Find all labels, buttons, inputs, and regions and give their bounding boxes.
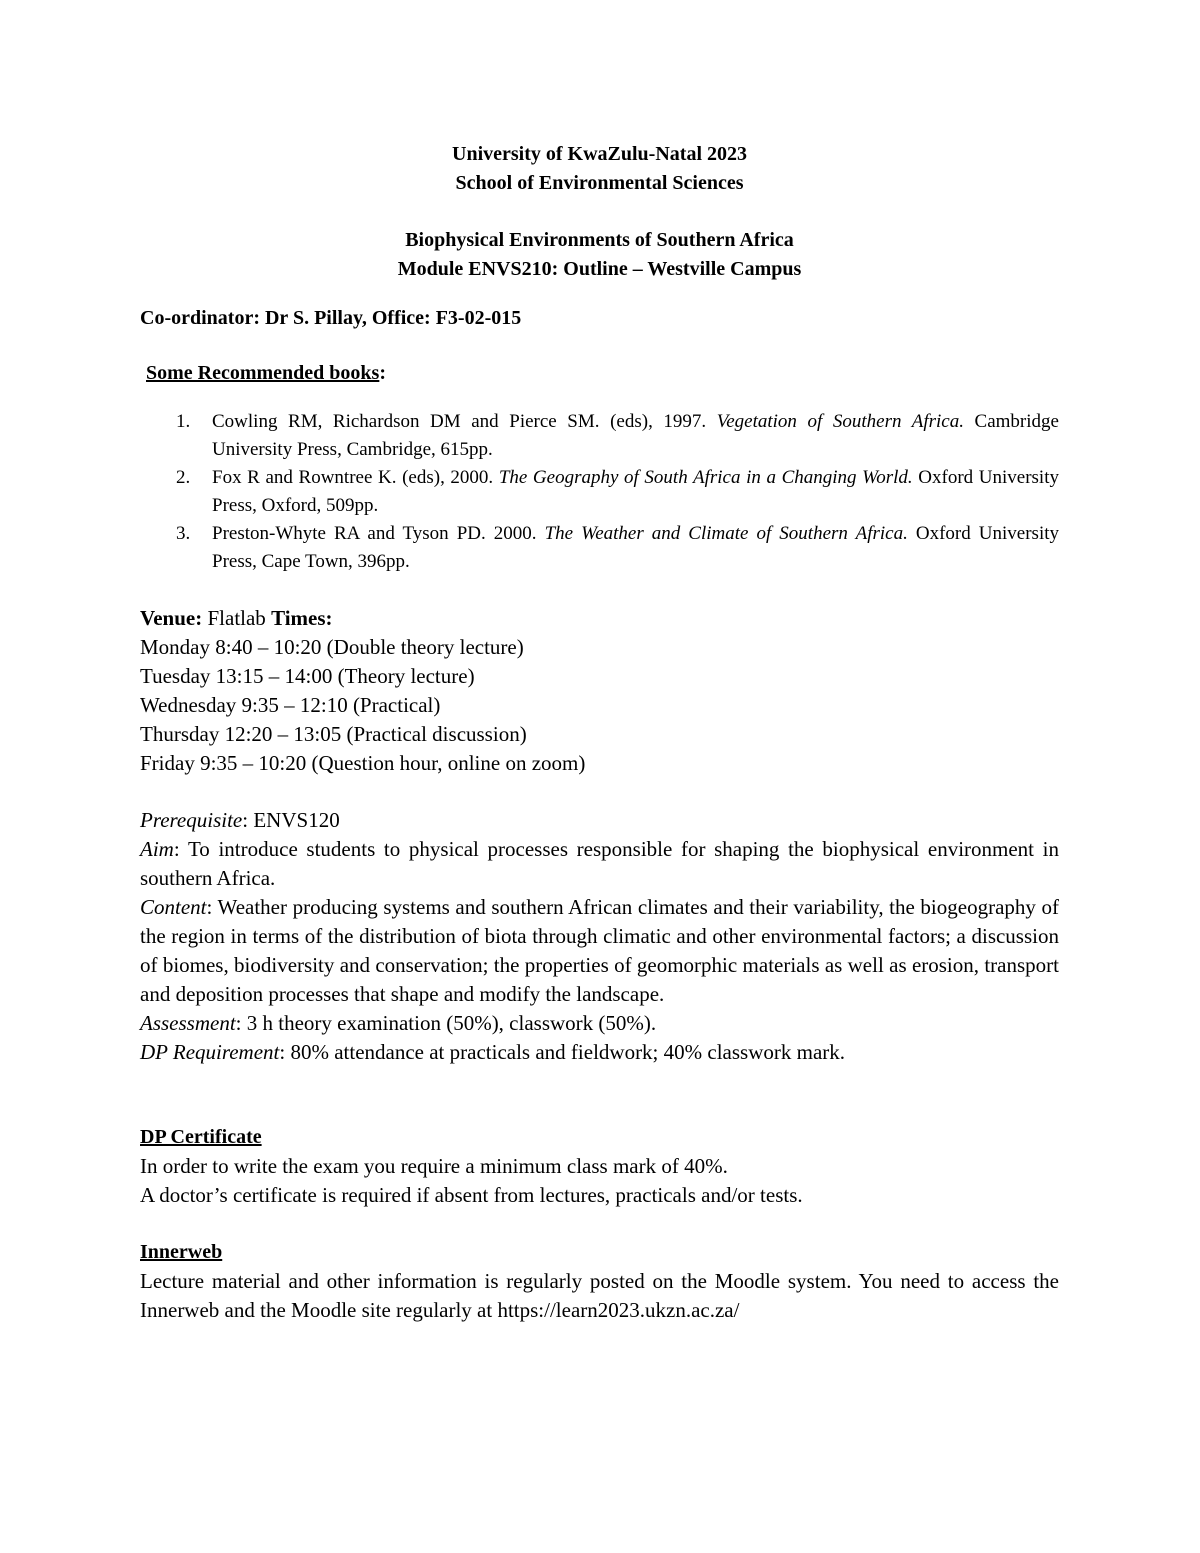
dp-certificate-heading: DP Certificate: [140, 1126, 262, 1148]
book-number: 2.: [176, 467, 191, 488]
module-code-line: Module ENVS210: Outline – Westville Campus: [397, 258, 802, 280]
book-item: [140, 520, 1059, 576]
content-label: Content: [140, 895, 207, 919]
dp-certificate-line-1: In order to write the exam you require a minimum class mark of 40%.: [140, 1154, 728, 1178]
schedule-item: Thursday 12:20 – 13:05 (Practical discussion): [140, 722, 527, 746]
book-title: Vegetation of Southern Africa.: [716, 411, 964, 432]
prerequisite-line: [140, 806, 1059, 835]
dp-requirement-value: : 80% attendance at practicals and fieldwork; 40% classwork mark.: [279, 1040, 846, 1064]
innerweb-paragraph: Lecture material and other information is regularly posted on the Moodle system. You need to access the Innerweb and the Moodle site regularly at https://learn2023.ukzn.ac.za/: [140, 1269, 1059, 1322]
book-publisher: Cambridge University Press, Cambridge, 615pp.: [212, 411, 1059, 460]
module-details: [140, 806, 1059, 1067]
book-item: [140, 408, 1059, 464]
book-item: [140, 464, 1059, 520]
venue-value: Flatlab: [202, 606, 272, 630]
book-publisher: Oxford University Press, Oxford, 509pp.: [212, 467, 1059, 516]
dp-certificate-line-2: A doctor’s certificate is required if absent from lectures, practicals and/or tests.: [140, 1183, 803, 1207]
book-authors: Preston-Whyte RA and Tyson PD. 2000.: [212, 523, 545, 544]
prerequisite-label: Prerequisite: [140, 808, 243, 832]
aim-paragraph: [140, 835, 1059, 893]
book-publisher: Oxford University Press, Cape Town, 396pp.: [212, 523, 1059, 572]
school-name: School of Environmental Sciences: [455, 172, 744, 194]
book-title: The Weather and Climate of Southern Africa.: [544, 523, 908, 544]
content-paragraph: [140, 893, 1059, 1009]
assessment-label: Assessment: [140, 1011, 236, 1035]
content-value: : Weather producing systems and southern African climates and their variability, the biogeography of the region in terms of the distribution of biota through climatic and other environmental factors; a discussion of biomes, biodiversity and conservation; the properties of geomorphic materials as well as erosion, transport and deposition processes that shape and modify the landscape.: [140, 895, 1059, 1006]
schedule-list: [140, 633, 1059, 778]
schedule-item: Monday 8:40 – 10:20 (Double theory lecture): [140, 635, 524, 659]
dp-requirement-line: [140, 1038, 1059, 1067]
book-number: 3.: [176, 523, 191, 544]
aim-label: Aim: [140, 837, 174, 861]
coordinator-line: Co-ordinator: Dr S. Pillay, Office: F3-02-015: [140, 307, 522, 329]
prerequisite-value: : ENVS120: [242, 808, 340, 832]
schedule-item: Tuesday 13:15 – 14:00 (Theory lecture): [140, 664, 475, 688]
document-content: [140, 140, 1059, 1325]
book-authors: Cowling RM, Richardson DM and Pierce SM. (eds), 1997.: [212, 411, 717, 432]
schedule-item: Wednesday 9:35 – 12:10 (Practical): [140, 693, 441, 717]
assessment-line: [140, 1009, 1059, 1038]
university-name: University of KwaZulu-Natal 2023: [452, 143, 747, 165]
assessment-value: : 3 h theory examination (50%), classwork (50%).: [235, 1011, 657, 1035]
times-label: Times:: [271, 606, 333, 630]
book-number: 1.: [176, 411, 191, 432]
venue-times-line: [140, 604, 1059, 633]
venue-label: Venue:: [140, 606, 203, 630]
module-title: Biophysical Environments of Southern Africa: [405, 229, 794, 251]
schedule-item: Friday 9:35 – 10:20 (Question hour, online on zoom): [140, 751, 586, 775]
aim-value: : To introduce students to physical processes responsible for shaping the biophysical environment in southern Africa.: [140, 837, 1059, 890]
books-heading-colon: :: [379, 362, 387, 384]
dp-requirement-label: DP Requirement: [140, 1040, 280, 1064]
book-title: The Geography of South Africa in a Changing World.: [498, 467, 913, 488]
document-header: [140, 140, 1059, 284]
book-authors: Fox R and Rowntree K. (eds), 2000.: [212, 467, 499, 488]
books-list: [140, 408, 1059, 576]
books-heading-text: Some Recommended books: [146, 362, 380, 384]
innerweb-heading: Innerweb: [140, 1241, 223, 1263]
books-heading: [140, 359, 1059, 388]
